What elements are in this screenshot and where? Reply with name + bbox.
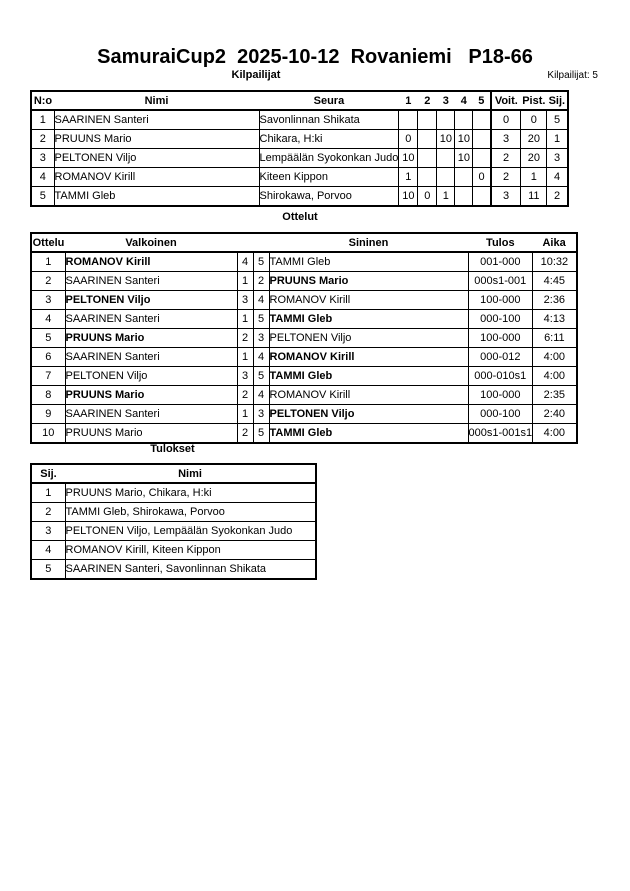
matches-header-row xyxy=(31,233,577,252)
result-row xyxy=(31,522,316,541)
blue-number-cell: 4 xyxy=(253,386,269,405)
white-name-cell: SAARINEN Santeri xyxy=(65,272,237,291)
round-result xyxy=(418,149,437,168)
placement-cell: 4 xyxy=(547,168,568,187)
score-cell: 000-012 xyxy=(468,348,533,367)
score-cell: 000s1-001 xyxy=(468,272,533,291)
competitor-name: PRUUNS Mario xyxy=(54,130,259,149)
result-place: 3 xyxy=(31,522,65,541)
competitor-row xyxy=(31,130,568,149)
white-number-cell: 1 xyxy=(237,310,253,329)
col-header-sininen: Sininen xyxy=(269,233,468,252)
col-header-round-4: 4 xyxy=(455,91,473,110)
wins-cell: 3 xyxy=(491,187,521,207)
blue-name-cell: TAMMI Gleb xyxy=(269,367,468,386)
col-header-sij: Sij. xyxy=(547,91,568,110)
white-number-cell: 1 xyxy=(237,348,253,367)
col-header-ottelu: Ottelu xyxy=(31,233,65,252)
match-row xyxy=(31,272,577,291)
round-result: 0 xyxy=(399,130,418,149)
score-cell: 000-010s1 xyxy=(468,367,533,386)
white-number-cell: 3 xyxy=(237,367,253,386)
blue-number-cell: 4 xyxy=(253,291,269,310)
blue-number-cell: 3 xyxy=(253,405,269,424)
competitor-name: TAMMI Gleb xyxy=(54,187,259,207)
wins-cell: 0 xyxy=(491,110,521,130)
result-row xyxy=(31,541,316,560)
col-header-nimi: Nimi xyxy=(65,464,316,483)
competitor-row xyxy=(31,187,568,207)
match-row xyxy=(31,310,577,329)
blue-number-cell: 2 xyxy=(253,272,269,291)
match-number: 2 xyxy=(31,272,65,291)
result-name: ROMANOV Kirill, Kiteen Kippon xyxy=(65,541,316,560)
time-cell: 10:32 xyxy=(533,252,577,272)
match-row xyxy=(31,424,577,444)
placement-cell: 3 xyxy=(547,149,568,168)
blue-name-cell: TAMMI Gleb xyxy=(269,252,468,272)
blue-name-cell: TAMMI Gleb xyxy=(269,310,468,329)
white-name-cell: PELTONEN Viljo xyxy=(65,367,237,386)
placement-cell: 1 xyxy=(547,130,568,149)
match-number: 6 xyxy=(31,348,65,367)
result-place: 5 xyxy=(31,560,65,580)
col-header-seura: Seura xyxy=(259,91,399,110)
competitor-number: 3 xyxy=(31,149,54,168)
white-number-cell: 2 xyxy=(237,329,253,348)
white-name-cell: PELTONEN Viljo xyxy=(65,291,237,310)
white-number-cell: 2 xyxy=(237,386,253,405)
competitor-club: Chikara, H:ki xyxy=(259,130,399,149)
score-cell: 001-000 xyxy=(468,252,533,272)
round-result xyxy=(473,149,491,168)
competitor-club: Shirokawa, Porvoo xyxy=(259,187,399,207)
competitor-name: ROMANOV Kirill xyxy=(54,168,259,187)
match-number: 3 xyxy=(31,291,65,310)
round-result: 10 xyxy=(437,130,455,149)
competitor-club: Kiteen Kippon xyxy=(259,168,399,187)
match-row xyxy=(31,367,577,386)
score-cell: 100-000 xyxy=(468,329,533,348)
competitor-name: PELTONEN Viljo xyxy=(54,149,259,168)
matches-heading: Ottelut xyxy=(282,211,318,223)
blue-name-cell: ROMANOV Kirill xyxy=(269,291,468,310)
result-place: 2 xyxy=(31,503,65,522)
competitor-number: 4 xyxy=(31,168,54,187)
white-name-cell: SAARINEN Santeri xyxy=(65,405,237,424)
blue-name-cell: ROMANOV Kirill xyxy=(269,348,468,367)
score-cell: 000-100 xyxy=(468,310,533,329)
col-header-voit: Voit. xyxy=(491,91,521,110)
white-number-cell: 1 xyxy=(237,272,253,291)
col-header-sij: Sij. xyxy=(31,464,65,483)
competitor-row xyxy=(31,168,568,187)
blue-number-cell: 5 xyxy=(253,424,269,444)
round-result xyxy=(455,187,473,207)
col-header-round-2: 2 xyxy=(418,91,437,110)
round-result: 10 xyxy=(399,149,418,168)
col-header-nimi: Nimi xyxy=(54,91,259,110)
time-cell: 4:45 xyxy=(533,272,577,291)
match-row xyxy=(31,329,577,348)
round-result: 10 xyxy=(399,187,418,207)
points-cell: 20 xyxy=(521,130,547,149)
competitor-club: Savonlinnan Shikata xyxy=(259,110,399,130)
match-number: 1 xyxy=(31,252,65,272)
blue-number-cell: 4 xyxy=(253,348,269,367)
col-header-no: N:o xyxy=(31,91,54,110)
wins-cell: 3 xyxy=(491,130,521,149)
match-number: 7 xyxy=(31,367,65,386)
points-cell: 11 xyxy=(521,187,547,207)
round-result: 0 xyxy=(473,168,491,187)
round-result xyxy=(399,110,418,130)
round-result: 0 xyxy=(418,187,437,207)
time-cell: 2:36 xyxy=(533,291,577,310)
competitor-row xyxy=(31,149,568,168)
col-header-valkoinen: Valkoinen xyxy=(65,233,237,252)
competitor-name: SAARINEN Santeri xyxy=(54,110,259,130)
match-row xyxy=(31,291,577,310)
result-row xyxy=(31,503,316,522)
white-number-cell: 2 xyxy=(237,424,253,444)
competitor-number: 1 xyxy=(31,110,54,130)
match-number: 10 xyxy=(31,424,65,444)
white-number-cell: 4 xyxy=(237,252,253,272)
match-number: 4 xyxy=(31,310,65,329)
blue-name-cell: PRUUNS Mario xyxy=(269,272,468,291)
col-header-round-3: 3 xyxy=(437,91,455,110)
blue-number-cell: 5 xyxy=(253,310,269,329)
blue-number-cell: 3 xyxy=(253,329,269,348)
col-header-white-no xyxy=(237,233,253,252)
col-header-pist: Pist. xyxy=(521,91,547,110)
placement-cell: 5 xyxy=(547,110,568,130)
score-cell: 100-000 xyxy=(468,291,533,310)
blue-name-cell: TAMMI Gleb xyxy=(269,424,468,444)
round-result xyxy=(455,168,473,187)
score-cell: 100-000 xyxy=(468,386,533,405)
points-cell: 20 xyxy=(521,149,547,168)
round-result: 1 xyxy=(399,168,418,187)
result-row xyxy=(31,560,316,580)
match-row xyxy=(31,405,577,424)
competitors-count: Kilpailijat: 5 xyxy=(547,70,598,81)
round-result xyxy=(473,187,491,207)
round-result: 10 xyxy=(455,130,473,149)
white-name-cell: SAARINEN Santeri xyxy=(65,310,237,329)
wins-cell: 2 xyxy=(491,168,521,187)
white-number-cell: 1 xyxy=(237,405,253,424)
blue-name-cell: PELTONEN Viljo xyxy=(269,405,468,424)
time-cell: 2:40 xyxy=(533,405,577,424)
round-result xyxy=(418,130,437,149)
blue-number-cell: 5 xyxy=(253,367,269,386)
round-result xyxy=(437,110,455,130)
score-cell: 000-100 xyxy=(468,405,533,424)
competitor-club: Lempäälän Syokonkan Judo xyxy=(259,149,399,168)
time-cell: 4:00 xyxy=(533,348,577,367)
white-name-cell: SAARINEN Santeri xyxy=(65,348,237,367)
match-row xyxy=(31,252,577,272)
time-cell: 4:00 xyxy=(533,424,577,444)
white-name-cell: PRUUNS Mario xyxy=(65,424,237,444)
competitors-table xyxy=(30,90,569,207)
white-name-cell: PRUUNS Mario xyxy=(65,386,237,405)
time-cell: 4:13 xyxy=(533,310,577,329)
result-row xyxy=(31,483,316,503)
col-header-blue-no xyxy=(253,233,269,252)
matches-table xyxy=(30,232,578,444)
match-row xyxy=(31,348,577,367)
result-name: SAARINEN Santeri, Savonlinnan Shikata xyxy=(65,560,316,580)
col-header-round-1: 1 xyxy=(399,91,418,110)
white-number-cell: 3 xyxy=(237,291,253,310)
result-place: 1 xyxy=(31,483,65,503)
col-header-round-5: 5 xyxy=(473,91,491,110)
time-cell: 4:00 xyxy=(533,367,577,386)
col-header-aika: Aika xyxy=(533,233,577,252)
points-cell: 1 xyxy=(521,168,547,187)
white-name-cell: ROMANOV Kirill xyxy=(65,252,237,272)
result-name: TAMMI Gleb, Shirokawa, Porvoo xyxy=(65,503,316,522)
match-number: 8 xyxy=(31,386,65,405)
results-heading: Tulokset xyxy=(150,443,195,455)
score-cell: 000s1-001s1 xyxy=(468,424,533,444)
round-result: 10 xyxy=(455,149,473,168)
match-number: 9 xyxy=(31,405,65,424)
blue-name-cell: ROMANOV Kirill xyxy=(269,386,468,405)
round-result xyxy=(455,110,473,130)
time-cell: 2:35 xyxy=(533,386,577,405)
time-cell: 6:11 xyxy=(533,329,577,348)
wins-cell: 2 xyxy=(491,149,521,168)
match-row xyxy=(31,386,577,405)
points-cell: 0 xyxy=(521,110,547,130)
competitors-heading: Kilpailijat xyxy=(231,69,281,81)
blue-name-cell: PELTONEN Viljo xyxy=(269,329,468,348)
round-result xyxy=(473,130,491,149)
placement-cell: 2 xyxy=(547,187,568,207)
white-name-cell: PRUUNS Mario xyxy=(65,329,237,348)
results-table xyxy=(30,463,317,580)
competitors-header-row xyxy=(31,91,568,110)
page-title: SamuraiCup2 2025-10-12 Rovaniemi P18-66 xyxy=(97,46,533,68)
competitor-row xyxy=(31,110,568,130)
match-number: 5 xyxy=(31,329,65,348)
blue-number-cell: 5 xyxy=(253,252,269,272)
result-place: 4 xyxy=(31,541,65,560)
result-name: PRUUNS Mario, Chikara, H:ki xyxy=(65,483,316,503)
col-header-tulos: Tulos xyxy=(468,233,533,252)
round-result xyxy=(418,110,437,130)
round-result xyxy=(418,168,437,187)
round-result xyxy=(437,149,455,168)
result-name: PELTONEN Viljo, Lempäälän Syokonkan Judo xyxy=(65,522,316,541)
competitor-number: 5 xyxy=(31,187,54,207)
competitor-number: 2 xyxy=(31,130,54,149)
round-result: 1 xyxy=(437,187,455,207)
round-result xyxy=(437,168,455,187)
round-result xyxy=(473,110,491,130)
results-header-row xyxy=(31,464,316,483)
